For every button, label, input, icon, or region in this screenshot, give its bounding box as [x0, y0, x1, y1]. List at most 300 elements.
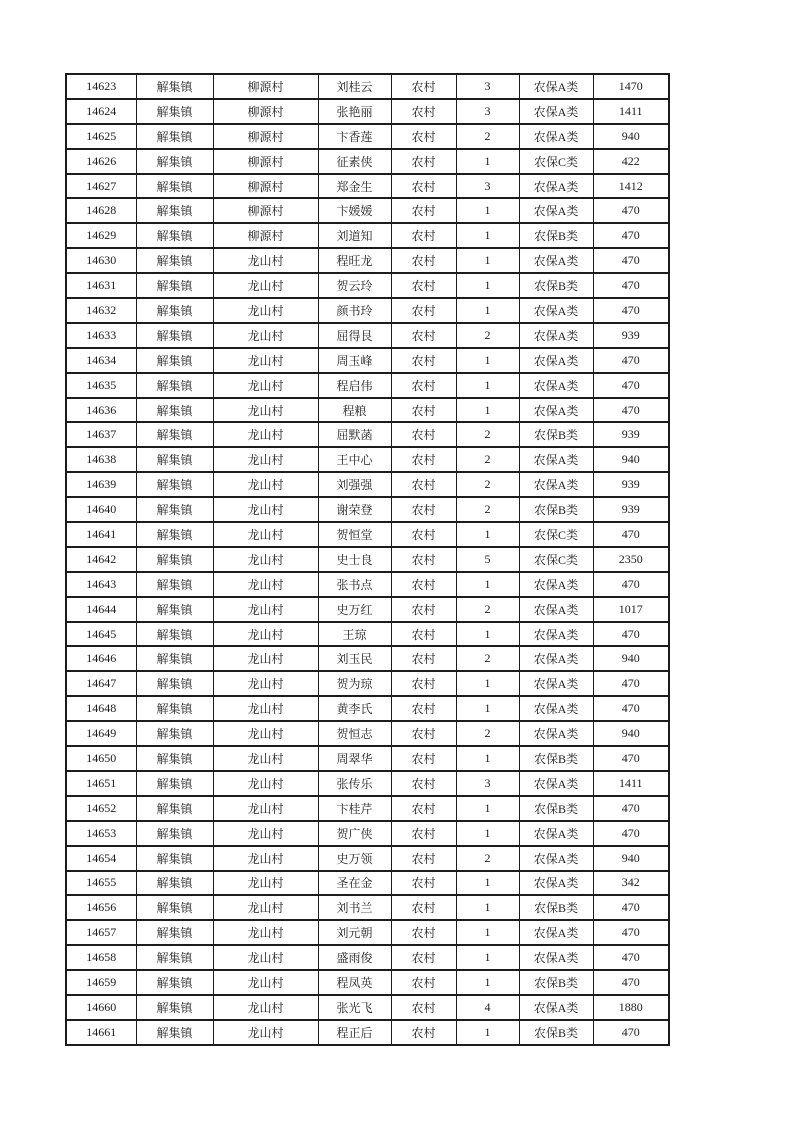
cell-household-type: 农村	[391, 572, 456, 597]
cell-serial-number: 14625	[66, 124, 136, 149]
cell-village: 柳源村	[213, 99, 318, 124]
cell-town: 解集镇	[136, 99, 213, 124]
cell-insurance-category: 农保A类	[519, 871, 593, 896]
cell-serial-number: 14644	[66, 597, 136, 622]
cell-name: 圣在金	[318, 871, 391, 896]
cell-insurance-category: 农保A类	[519, 74, 593, 99]
cell-insurance-category: 农保A类	[519, 721, 593, 746]
cell-village: 柳源村	[213, 174, 318, 199]
cell-amount: 470	[593, 671, 669, 696]
table-row	[66, 970, 669, 995]
cell-serial-number: 14657	[66, 920, 136, 945]
cell-serial-number: 14634	[66, 348, 136, 373]
cell-insurance-category: 农保B类	[519, 497, 593, 522]
cell-insurance-category: 农保A类	[519, 771, 593, 796]
cell-insurance-category: 农保A类	[519, 472, 593, 497]
cell-town: 解集镇	[136, 323, 213, 348]
cell-amount: 1017	[593, 597, 669, 622]
cell-town: 解集镇	[136, 124, 213, 149]
cell-insurance-category: 农保A类	[519, 572, 593, 597]
cell-household-type: 农村	[391, 348, 456, 373]
cell-village: 龙山村	[213, 422, 318, 447]
cell-amount: 470	[593, 945, 669, 970]
cell-town: 解集镇	[136, 298, 213, 323]
table-row	[66, 398, 669, 423]
cell-serial-number: 14626	[66, 149, 136, 174]
cell-person-count: 2	[456, 646, 519, 671]
cell-insurance-category: 农保A类	[519, 920, 593, 945]
cell-village: 龙山村	[213, 398, 318, 423]
cell-name: 刘玉民	[318, 646, 391, 671]
cell-insurance-category: 农保B类	[519, 895, 593, 920]
cell-name: 颜书玲	[318, 298, 391, 323]
cell-village: 龙山村	[213, 348, 318, 373]
cell-town: 解集镇	[136, 945, 213, 970]
cell-serial-number: 14630	[66, 248, 136, 273]
cell-town: 解集镇	[136, 497, 213, 522]
cell-insurance-category: 农保A类	[519, 398, 593, 423]
table-row	[66, 174, 669, 199]
cell-amount: 470	[593, 398, 669, 423]
cell-town: 解集镇	[136, 696, 213, 721]
cell-household-type: 农村	[391, 796, 456, 821]
cell-amount: 1470	[593, 74, 669, 99]
cell-insurance-category: 农保A类	[519, 99, 593, 124]
cell-town: 解集镇	[136, 547, 213, 572]
cell-name: 刘道知	[318, 223, 391, 248]
table-row	[66, 895, 669, 920]
cell-person-count: 2	[456, 597, 519, 622]
cell-name: 王中心	[318, 447, 391, 472]
cell-insurance-category: 农保A类	[519, 995, 593, 1020]
cell-amount: 470	[593, 970, 669, 995]
cell-insurance-category: 农保B类	[519, 1020, 593, 1045]
cell-village: 龙山村	[213, 373, 318, 398]
cell-town: 解集镇	[136, 472, 213, 497]
cell-amount: 939	[593, 323, 669, 348]
cell-town: 解集镇	[136, 248, 213, 273]
cell-amount: 470	[593, 920, 669, 945]
cell-town: 解集镇	[136, 671, 213, 696]
cell-person-count: 1	[456, 796, 519, 821]
cell-person-count: 1	[456, 622, 519, 647]
cell-town: 解集镇	[136, 398, 213, 423]
cell-name: 贺恒堂	[318, 522, 391, 547]
cell-person-count: 3	[456, 174, 519, 199]
cell-village: 龙山村	[213, 597, 318, 622]
cell-village: 龙山村	[213, 871, 318, 896]
cell-village: 龙山村	[213, 248, 318, 273]
cell-town: 解集镇	[136, 348, 213, 373]
cell-serial-number: 14645	[66, 622, 136, 647]
cell-name: 张艳丽	[318, 99, 391, 124]
cell-person-count: 1	[456, 895, 519, 920]
cell-serial-number: 14632	[66, 298, 136, 323]
cell-village: 龙山村	[213, 696, 318, 721]
cell-person-count: 5	[456, 547, 519, 572]
cell-insurance-category: 农保A类	[519, 622, 593, 647]
cell-insurance-category: 农保A类	[519, 846, 593, 871]
cell-amount: 470	[593, 522, 669, 547]
cell-name: 程启伟	[318, 373, 391, 398]
cell-village: 柳源村	[213, 149, 318, 174]
cell-name: 张传乐	[318, 771, 391, 796]
cell-amount: 470	[593, 223, 669, 248]
cell-household-type: 农村	[391, 746, 456, 771]
cell-name: 卞媛媛	[318, 198, 391, 223]
cell-serial-number: 14655	[66, 871, 136, 896]
cell-person-count: 1	[456, 149, 519, 174]
cell-amount: 940	[593, 124, 669, 149]
cell-village: 龙山村	[213, 821, 318, 846]
table-row	[66, 547, 669, 572]
cell-name: 史万红	[318, 597, 391, 622]
cell-amount: 1411	[593, 771, 669, 796]
cell-village: 龙山村	[213, 721, 318, 746]
cell-serial-number: 14638	[66, 447, 136, 472]
cell-town: 解集镇	[136, 174, 213, 199]
cell-insurance-category: 农保B类	[519, 796, 593, 821]
table-row	[66, 323, 669, 348]
cell-person-count: 1	[456, 273, 519, 298]
cell-name: 程凤英	[318, 970, 391, 995]
cell-town: 解集镇	[136, 970, 213, 995]
table-row	[66, 223, 669, 248]
cell-amount: 1412	[593, 174, 669, 199]
cell-serial-number: 14642	[66, 547, 136, 572]
cell-town: 解集镇	[136, 447, 213, 472]
cell-household-type: 农村	[391, 771, 456, 796]
cell-person-count: 1	[456, 696, 519, 721]
table-row	[66, 597, 669, 622]
cell-town: 解集镇	[136, 746, 213, 771]
cell-amount: 470	[593, 746, 669, 771]
cell-amount: 342	[593, 871, 669, 896]
cell-serial-number: 14648	[66, 696, 136, 721]
cell-amount: 940	[593, 846, 669, 871]
cell-name: 卞桂芹	[318, 796, 391, 821]
cell-name: 卞香莲	[318, 124, 391, 149]
cell-village: 龙山村	[213, 447, 318, 472]
table-row	[66, 198, 669, 223]
cell-household-type: 农村	[391, 298, 456, 323]
cell-town: 解集镇	[136, 149, 213, 174]
cell-serial-number: 14654	[66, 846, 136, 871]
cell-household-type: 农村	[391, 622, 456, 647]
cell-village: 龙山村	[213, 846, 318, 871]
cell-amount: 470	[593, 298, 669, 323]
cell-household-type: 农村	[391, 871, 456, 896]
cell-person-count: 4	[456, 995, 519, 1020]
cell-village: 柳源村	[213, 198, 318, 223]
table-row	[66, 696, 669, 721]
cell-serial-number: 14649	[66, 721, 136, 746]
cell-person-count: 1	[456, 198, 519, 223]
table-row	[66, 348, 669, 373]
cell-town: 解集镇	[136, 373, 213, 398]
cell-household-type: 农村	[391, 422, 456, 447]
cell-insurance-category: 农保A类	[519, 298, 593, 323]
cell-town: 解集镇	[136, 522, 213, 547]
table-row	[66, 248, 669, 273]
cell-town: 解集镇	[136, 846, 213, 871]
table-row	[66, 945, 669, 970]
cell-serial-number: 14643	[66, 572, 136, 597]
cell-insurance-category: 农保A类	[519, 447, 593, 472]
cell-insurance-category: 农保B类	[519, 746, 593, 771]
cell-person-count: 2	[456, 323, 519, 348]
cell-person-count: 1	[456, 920, 519, 945]
cell-serial-number: 14628	[66, 198, 136, 223]
cell-village: 龙山村	[213, 1020, 318, 1045]
cell-name: 屈默菡	[318, 422, 391, 447]
cell-person-count: 1	[456, 1020, 519, 1045]
cell-household-type: 农村	[391, 497, 456, 522]
cell-amount: 470	[593, 796, 669, 821]
cell-amount: 470	[593, 572, 669, 597]
cell-serial-number: 14656	[66, 895, 136, 920]
cell-village: 柳源村	[213, 74, 318, 99]
cell-household-type: 农村	[391, 323, 456, 348]
cell-serial-number: 14653	[66, 821, 136, 846]
cell-person-count: 1	[456, 871, 519, 896]
cell-name: 程粮	[318, 398, 391, 423]
cell-person-count: 3	[456, 771, 519, 796]
cell-insurance-category: 农保A类	[519, 671, 593, 696]
cell-serial-number: 14658	[66, 945, 136, 970]
cell-amount: 470	[593, 1020, 669, 1045]
cell-village: 柳源村	[213, 124, 318, 149]
cell-household-type: 农村	[391, 721, 456, 746]
cell-amount: 470	[593, 273, 669, 298]
cell-name: 征素侠	[318, 149, 391, 174]
cell-village: 龙山村	[213, 522, 318, 547]
cell-serial-number: 14659	[66, 970, 136, 995]
cell-person-count: 2	[456, 124, 519, 149]
cell-person-count: 2	[456, 447, 519, 472]
cell-village: 龙山村	[213, 472, 318, 497]
table-row	[66, 1020, 669, 1045]
cell-name: 贺为琼	[318, 671, 391, 696]
cell-name: 刘桂云	[318, 74, 391, 99]
cell-name: 张书点	[318, 572, 391, 597]
cell-amount: 940	[593, 721, 669, 746]
cell-village: 龙山村	[213, 746, 318, 771]
cell-town: 解集镇	[136, 622, 213, 647]
records-table-body	[66, 74, 669, 1045]
cell-household-type: 农村	[391, 696, 456, 721]
cell-person-count: 2	[456, 721, 519, 746]
cell-town: 解集镇	[136, 871, 213, 896]
cell-insurance-category: 农保A类	[519, 945, 593, 970]
cell-person-count: 1	[456, 398, 519, 423]
table-row	[66, 746, 669, 771]
cell-household-type: 农村	[391, 920, 456, 945]
cell-village: 龙山村	[213, 796, 318, 821]
cell-household-type: 农村	[391, 398, 456, 423]
cell-village: 龙山村	[213, 298, 318, 323]
cell-name: 张光飞	[318, 995, 391, 1020]
cell-name: 屈得艮	[318, 323, 391, 348]
cell-town: 解集镇	[136, 422, 213, 447]
cell-name: 黄李氏	[318, 696, 391, 721]
cell-village: 龙山村	[213, 970, 318, 995]
cell-person-count: 1	[456, 298, 519, 323]
cell-village: 龙山村	[213, 646, 318, 671]
cell-amount: 470	[593, 348, 669, 373]
cell-household-type: 农村	[391, 547, 456, 572]
table-row	[66, 447, 669, 472]
cell-town: 解集镇	[136, 597, 213, 622]
cell-serial-number: 14635	[66, 373, 136, 398]
cell-insurance-category: 农保A类	[519, 646, 593, 671]
cell-serial-number: 14641	[66, 522, 136, 547]
cell-household-type: 农村	[391, 671, 456, 696]
cell-serial-number: 14661	[66, 1020, 136, 1045]
cell-insurance-category: 农保B类	[519, 970, 593, 995]
cell-name: 程正后	[318, 1020, 391, 1045]
table-row	[66, 821, 669, 846]
cell-person-count: 3	[456, 99, 519, 124]
cell-town: 解集镇	[136, 223, 213, 248]
table-row	[66, 572, 669, 597]
cell-insurance-category: 农保C类	[519, 522, 593, 547]
cell-name: 周玉峰	[318, 348, 391, 373]
cell-household-type: 农村	[391, 846, 456, 871]
cell-town: 解集镇	[136, 74, 213, 99]
cell-household-type: 农村	[391, 945, 456, 970]
cell-name: 贺云玲	[318, 273, 391, 298]
cell-village: 龙山村	[213, 497, 318, 522]
cell-person-count: 1	[456, 373, 519, 398]
cell-person-count: 3	[456, 74, 519, 99]
cell-amount: 422	[593, 149, 669, 174]
cell-serial-number: 14647	[66, 671, 136, 696]
table-row	[66, 646, 669, 671]
cell-town: 解集镇	[136, 273, 213, 298]
cell-name: 王琼	[318, 622, 391, 647]
cell-town: 解集镇	[136, 821, 213, 846]
cell-insurance-category: 农保C类	[519, 149, 593, 174]
cell-insurance-category: 农保A类	[519, 373, 593, 398]
cell-amount: 1411	[593, 99, 669, 124]
table-row	[66, 149, 669, 174]
cell-village: 龙山村	[213, 273, 318, 298]
cell-serial-number: 14636	[66, 398, 136, 423]
cell-town: 解集镇	[136, 1020, 213, 1045]
cell-person-count: 2	[456, 497, 519, 522]
cell-serial-number: 14652	[66, 796, 136, 821]
cell-name: 史士良	[318, 547, 391, 572]
cell-serial-number: 14651	[66, 771, 136, 796]
cell-village: 龙山村	[213, 995, 318, 1020]
cell-household-type: 农村	[391, 198, 456, 223]
cell-serial-number: 14633	[66, 323, 136, 348]
table-row	[66, 472, 669, 497]
cell-insurance-category: 农保A类	[519, 323, 593, 348]
cell-insurance-category: 农保A类	[519, 248, 593, 273]
table-row	[66, 99, 669, 124]
cell-person-count: 2	[456, 472, 519, 497]
cell-town: 解集镇	[136, 771, 213, 796]
cell-amount: 2350	[593, 547, 669, 572]
cell-village: 龙山村	[213, 945, 318, 970]
cell-village: 柳源村	[213, 223, 318, 248]
cell-serial-number: 14623	[66, 74, 136, 99]
cell-serial-number: 14640	[66, 497, 136, 522]
cell-insurance-category: 农保B类	[519, 273, 593, 298]
table-row	[66, 796, 669, 821]
cell-name: 刘书兰	[318, 895, 391, 920]
table-row	[66, 522, 669, 547]
cell-town: 解集镇	[136, 198, 213, 223]
table-row	[66, 373, 669, 398]
cell-village: 龙山村	[213, 323, 318, 348]
cell-name: 程旺龙	[318, 248, 391, 273]
cell-household-type: 农村	[391, 99, 456, 124]
cell-person-count: 1	[456, 671, 519, 696]
cell-village: 龙山村	[213, 572, 318, 597]
cell-insurance-category: 农保A类	[519, 124, 593, 149]
table-row	[66, 298, 669, 323]
cell-serial-number: 14650	[66, 746, 136, 771]
cell-household-type: 农村	[391, 223, 456, 248]
cell-village: 龙山村	[213, 547, 318, 572]
table-row	[66, 422, 669, 447]
cell-amount: 470	[593, 821, 669, 846]
table-row	[66, 124, 669, 149]
table-row	[66, 771, 669, 796]
table-row	[66, 273, 669, 298]
cell-amount: 470	[593, 248, 669, 273]
cell-household-type: 农村	[391, 174, 456, 199]
cell-person-count: 2	[456, 422, 519, 447]
cell-serial-number: 14639	[66, 472, 136, 497]
cell-person-count: 1	[456, 572, 519, 597]
cell-name: 谢荣登	[318, 497, 391, 522]
cell-person-count: 1	[456, 945, 519, 970]
cell-serial-number: 14627	[66, 174, 136, 199]
cell-serial-number: 14629	[66, 223, 136, 248]
table-row	[66, 846, 669, 871]
cell-household-type: 农村	[391, 970, 456, 995]
cell-household-type: 农村	[391, 74, 456, 99]
table-row	[66, 920, 669, 945]
cell-person-count: 2	[456, 846, 519, 871]
cell-name: 贺广侠	[318, 821, 391, 846]
cell-person-count: 1	[456, 248, 519, 273]
cell-serial-number: 14637	[66, 422, 136, 447]
cell-town: 解集镇	[136, 646, 213, 671]
cell-serial-number: 14624	[66, 99, 136, 124]
cell-amount: 939	[593, 472, 669, 497]
cell-household-type: 农村	[391, 995, 456, 1020]
cell-amount: 939	[593, 497, 669, 522]
cell-household-type: 农村	[391, 373, 456, 398]
cell-name: 贺恒志	[318, 721, 391, 746]
cell-insurance-category: 农保A类	[519, 821, 593, 846]
cell-amount: 1880	[593, 995, 669, 1020]
cell-household-type: 农村	[391, 895, 456, 920]
cell-household-type: 农村	[391, 248, 456, 273]
cell-household-type: 农村	[391, 149, 456, 174]
cell-town: 解集镇	[136, 920, 213, 945]
cell-town: 解集镇	[136, 995, 213, 1020]
cell-insurance-category: 农保A类	[519, 348, 593, 373]
cell-amount: 939	[593, 422, 669, 447]
cell-person-count: 1	[456, 746, 519, 771]
cell-name: 史万领	[318, 846, 391, 871]
